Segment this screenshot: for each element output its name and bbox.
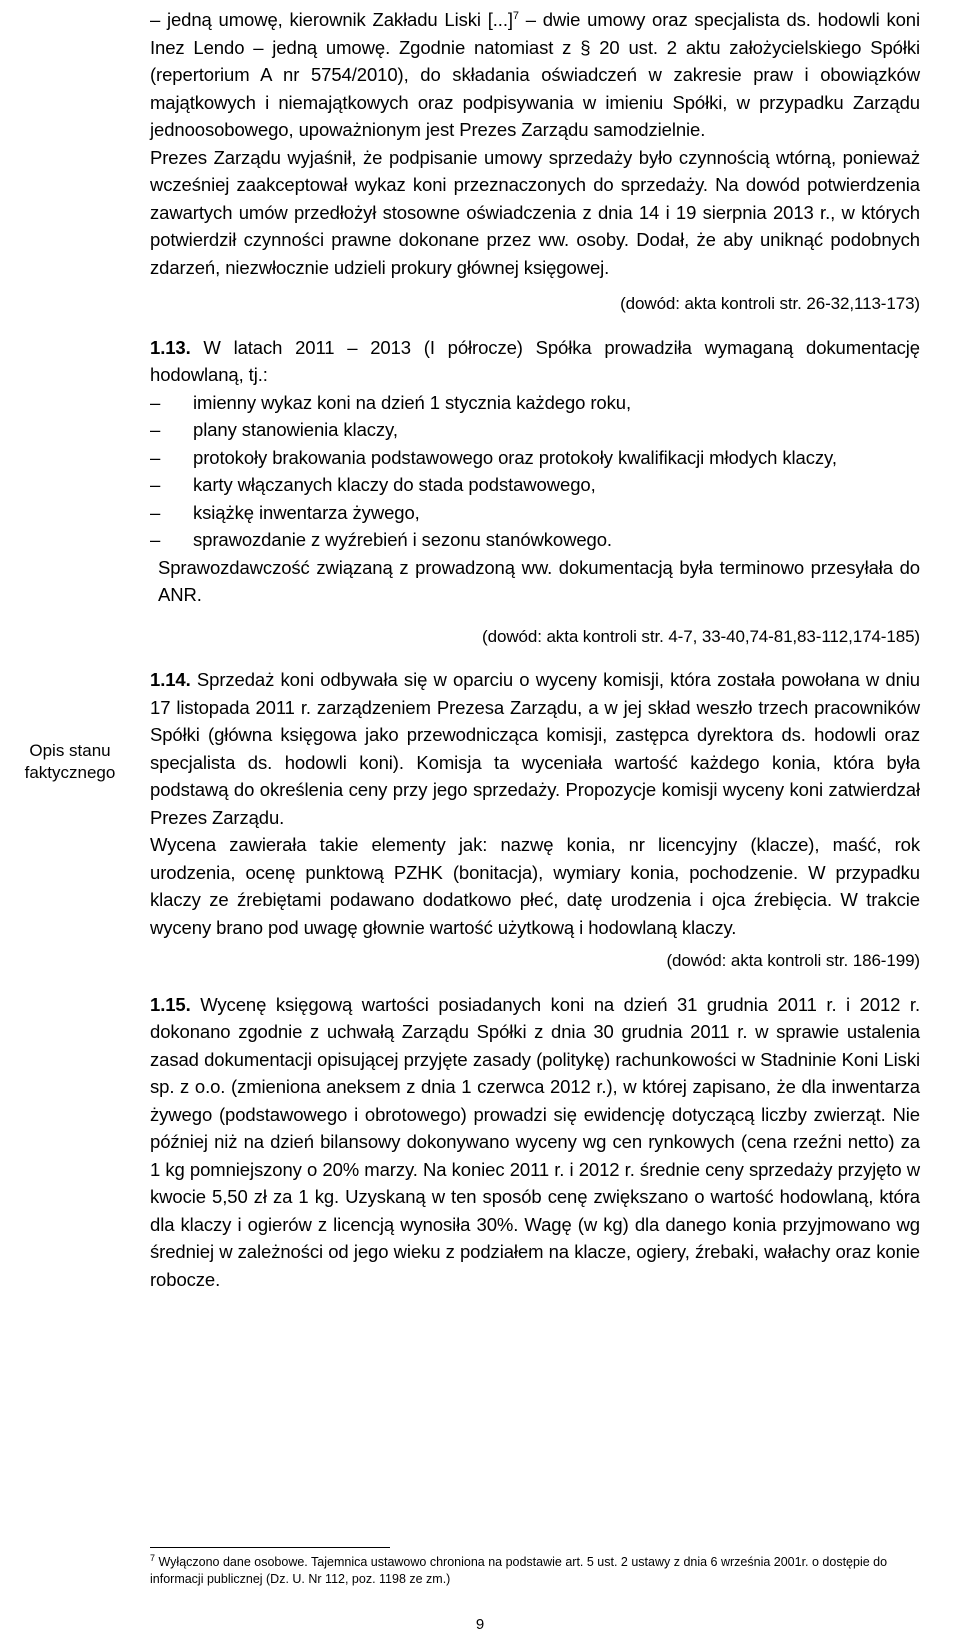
- sidebar-label: [0, 740, 140, 784]
- intro-paragraph-2: Prezes Zarządu wyjaśnił, że podpisanie umowy sprzedaży było czynnością wtórną, ponieważ wcześniej zaakceptował wykaz koni przeznaczonych do sprzedaży. Na dowód potwierdzenia zawartych umów przedłożył stosowne oświadczenia z dnia 14 i 19 sierpnia 2013 r., w których potwierdził czynności prawne dokonane przez ww. osoby. Dodał, że aby uniknąć podobnych zdarzeń, niezwłocznie udzieli prokury głównej księgowej.: [150, 146, 920, 278]
- page-number: 9: [475, 1616, 485, 1633]
- documentation-list: [150, 389, 920, 554]
- footnote-reference: 7: [512, 9, 519, 22]
- evidence-note-2: (dowód: akta kontroli str. 4-7, 33-40,74-81,83-112,174-185): [482, 626, 920, 646]
- dash-bullet: –: [150, 419, 161, 440]
- sidebar-label-line2: faktycznego: [24, 763, 116, 782]
- section-text: W latach 2011 – 2013 (I półrocze) Spółka prowadziła wymaganą dokumentację hodowlaną, tj.:: [150, 336, 920, 385]
- intro-paragraph-1: [150, 6, 920, 144]
- intro-text-part2: – dwie umowy oraz specjalista ds. hodowli koni Inez Lendo – jedną umowę. Zgodnie natomiast z § 20 ust. 2 aktu założycielskiego Spółki (repertorium A nr 5754/2010), do składania oświadczeń w zakresie praw i obowiązków majątkowych i niemajątkowych oraz podpisywania w imieniu Spółki, w przypadku Zarządu jednoosobowego, upoważnionym jest Prezes Zarządu samodzielnie.: [150, 9, 920, 140]
- section-number: 1.13.: [150, 336, 191, 358]
- section-closing: Sprawozdawczość związaną z prowadzoną ww. dokumentacją była terminowo przesyłała do ANR.: [158, 556, 920, 605]
- footnote-number: 7: [150, 1552, 156, 1563]
- section-number: 1.15.: [150, 993, 191, 1015]
- dash-bullet: –: [150, 446, 161, 468]
- dash-bullet: –: [150, 529, 161, 550]
- dash-bullet: –: [150, 474, 161, 495]
- footnote-text: Wyłączono dane osobowe. Tajemnica ustawowo chroniona na podstawie art. 5 ust. 2 ustawy z dnia 6 września 2001r. o dostępie do informacji publicznej (Dz. U. Nr 112, poz. 1198 ze zm.): [150, 1555, 888, 1586]
- dash-bullet: –: [150, 391, 161, 413]
- section-1-15: [150, 991, 920, 1294]
- list-item: – książkę inwentarza żywego,: [150, 499, 920, 527]
- section-text: Sprzedaż koni odbywała się w oparciu o wyceny komisji, która została powołana w dniu 17 listopada 2011 r. zarządzeniem Prezesa Zarządu, a w jej skład weszło trzech pracowników Spółki (główna księgowa jako przewodnicząca komisji, zastępca dyrektora ds. hodowli oraz specjalista ds. hodowli koni). Komisja ta wyceniała wartość każdego konia, która była podstawą do określenia ceny przy jego sprzedaży. Propozycje komisji wyceny koni zatwierdzał Prezes Zarządu.: [150, 669, 920, 828]
- section-number: 1.14.: [150, 669, 191, 690]
- sidebar-label-line1: Opis stanu: [29, 741, 111, 760]
- section-paragraph-2: Wycena zawierała takie elementy jak: nazwę konia, nr licencyjny (klacze), maść, rok urodzenia, ocenę punktową PZHK (bonitacja), wymiary konia, pochodzenie. W przypadku klaczy ze źrebiętami podawano dodatkowo płeć, datę urodzenia i ojca źrebięcia. W trakcie wyceny brano pod uwagę głownie wartość użytkową i hodowlaną klaczy.: [150, 834, 920, 938]
- list-item: – sprawozdanie z wyźrebień i sezonu stanówkowego.: [150, 526, 920, 554]
- footnote-separator: [150, 1547, 390, 1548]
- section-text: Wycenę księgową wartości posiadanych koni na dzień 31 grudnia 2011 r. i 2012 r. dokonano zgodnie z uchwałą Zarządu Spółki z dnia 30 grudnia 2011 r. w sprawie ustalenia zasad dokumentacji opisującej przyjęte zasady (politykę) rachunkowości w Stadninie Koni Liski sp. z o.o. (zmieniona aneksem z dnia 1 czerwca 2012 r.), w której zapisano, że dla inwentarza żywego (podstawowego i obrotowego) prowadzi się ewidencję dotyczącą liczby zwierząt. Nie później niż na dzień bilansowy dokonywano wyceny wg cen rynkowych (cena rzeźni netto) za 1 kg pomniejszony o 20% marzy. Na koniec 2011 r. i 2012 r. średnie ceny sprzedaży przyjęto w kwocie 5,50 zł za 1 kg. Uzyskaną w ten sposób cenę zwiększano o wartość hodowlaną, która dla klaczy i ogierów z licencją wynosiła 30%. Wagę (w kg) dla danego konia przyjmowano wg średniej w zależności od jego wieku z podziałem na klacze, ogiery, źrebaki, wałachy oraz konie robocze.: [150, 993, 920, 1290]
- main-content: [150, 6, 920, 1293]
- section-1-14: [150, 666, 920, 975]
- footnote: [150, 1554, 920, 1588]
- intro-text-part1: – jedną umowę, kierownik Zakładu Liski [...]: [150, 9, 513, 30]
- evidence-note-3: (dowód: akta kontroli str. 186-199): [666, 951, 920, 970]
- list-item: – imienny wykaz koni na dzień 1 stycznia każdego roku,: [150, 389, 920, 417]
- section-1-13: [150, 334, 920, 651]
- evidence-note-1: (dowód: akta kontroli str. 26-32,113-173): [620, 294, 920, 313]
- list-item: – karty włączanych klaczy do stada podstawowego,: [150, 471, 920, 499]
- list-item: – protokoły brakowania podstawowego oraz protokoły kwalifikacji młodych klaczy,: [150, 444, 920, 472]
- list-item: – plany stanowienia klaczy,: [150, 416, 920, 444]
- dash-bullet: –: [150, 501, 161, 523]
